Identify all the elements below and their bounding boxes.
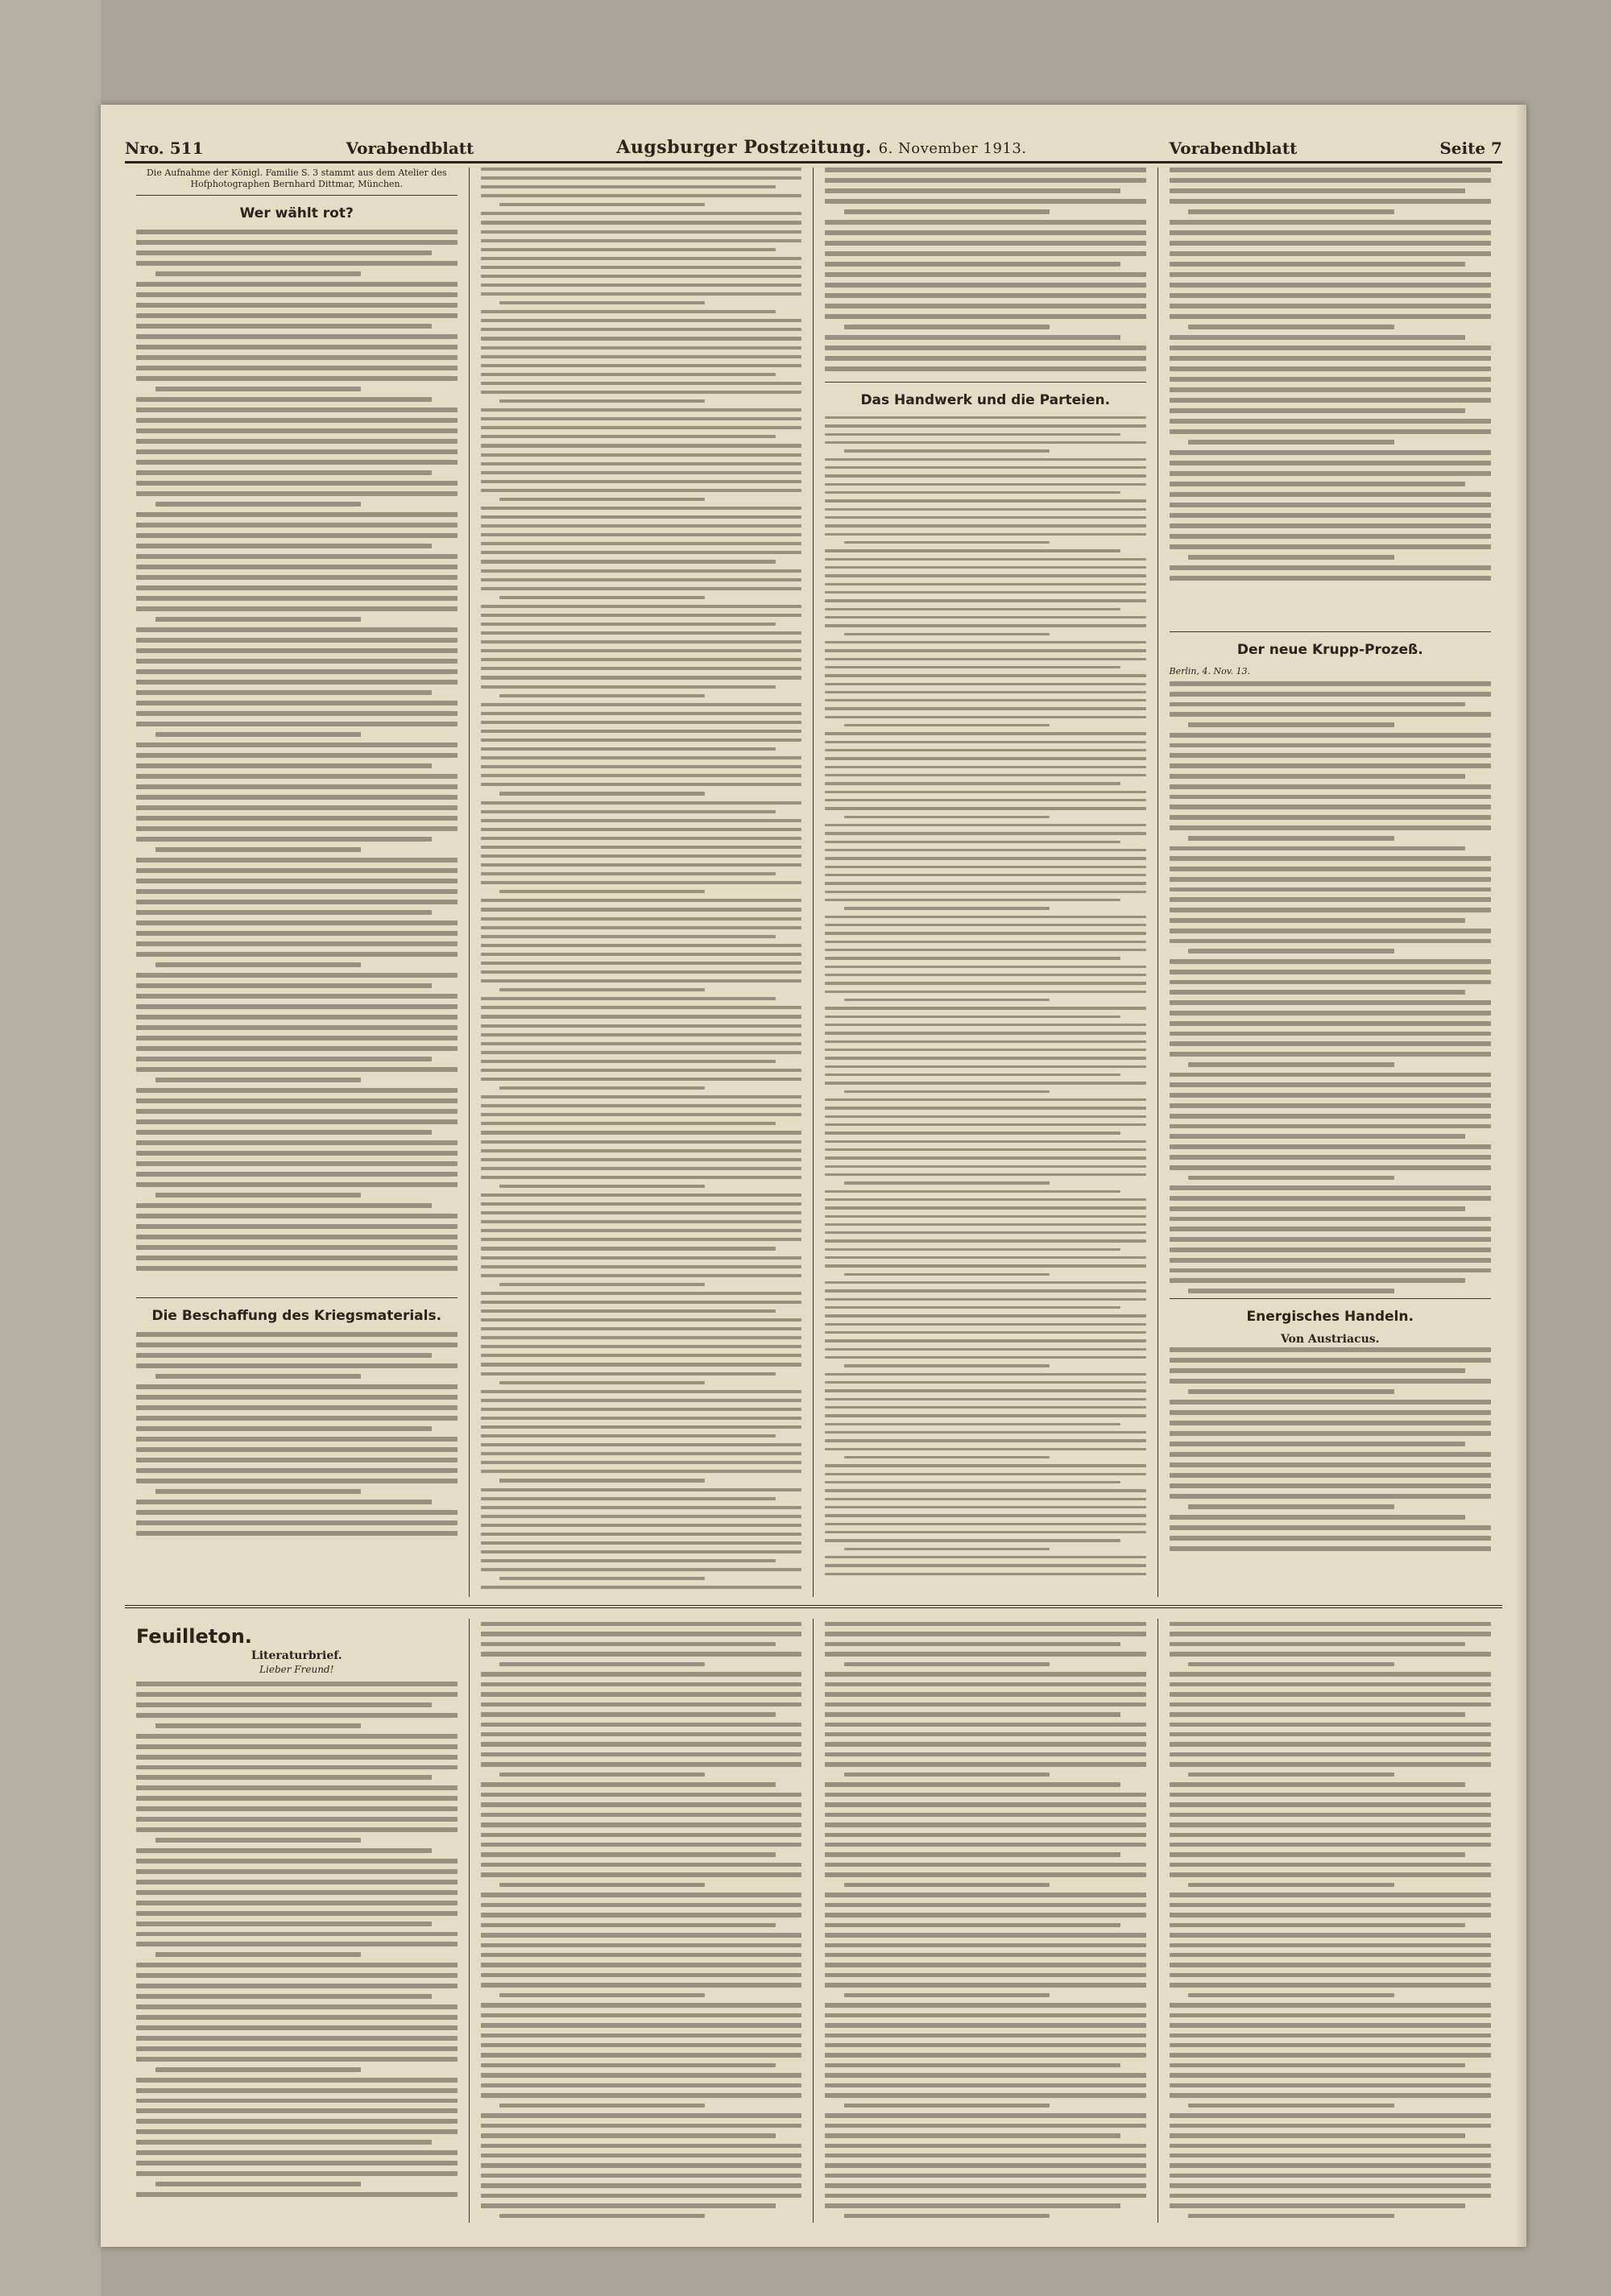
feuilleton-body-text xyxy=(136,1682,458,2197)
section-divider xyxy=(1170,1298,1492,1299)
feuilleton-column-3 xyxy=(814,1619,1158,2223)
feuilleton-body-text xyxy=(481,1622,802,2218)
column-1 xyxy=(125,168,470,1597)
edition-label-left: Vorabendblatt xyxy=(346,139,474,158)
headline-handwerk-parteien: Das Handwerk und die Parteien. xyxy=(860,392,1111,408)
feuilleton-body-text xyxy=(1170,1622,1492,2218)
paper-title xyxy=(616,137,1026,158)
article-body-text xyxy=(825,416,1146,1576)
article-body-text xyxy=(136,230,458,1293)
feuilleton-divider xyxy=(125,1605,1502,1608)
scan-margin xyxy=(0,0,101,2296)
issue-number: Nro. 511 xyxy=(125,139,204,158)
feuilleton-column-4 xyxy=(1158,1619,1503,2223)
feuilleton-column-2 xyxy=(470,1619,814,2223)
page-fold-shadow xyxy=(1515,105,1526,2247)
section-divider xyxy=(136,1297,458,1298)
headline-energisches-handeln: Energisches Handeln. xyxy=(1246,1309,1414,1325)
feuilleton-section xyxy=(125,1619,1502,2223)
section-divider xyxy=(1170,631,1492,632)
article-body-text xyxy=(1170,168,1492,627)
feuilleton-greeting: Lieber Freund! xyxy=(259,1664,334,1675)
column-4 xyxy=(1158,168,1503,1597)
photo-credit-note: Die Aufnahme der Königl. Familie S. 3 stammt aus dem Atelier des Hofphotographen Bernhard Dittmar, München. xyxy=(136,168,458,196)
section-divider xyxy=(825,382,1146,383)
article-body-text xyxy=(1170,681,1492,1293)
paper-name: Augsburger Postzeitung. xyxy=(616,137,872,158)
newspaper-page xyxy=(101,105,1526,2247)
headline-kriegsmaterial: Die Beschaffung des Kriegsmaterials. xyxy=(151,1308,442,1324)
page-number: Seite 7 xyxy=(1439,139,1502,158)
edition-label-right: Vorabendblatt xyxy=(1169,139,1298,158)
feuilleton-title: Feuilleton. xyxy=(136,1625,252,1648)
byline: Von Austriacus. xyxy=(1280,1333,1380,1346)
article-body-text xyxy=(481,168,802,1589)
article-columns xyxy=(125,168,1502,1597)
feuilleton-column-1 xyxy=(125,1619,470,2223)
column-2 xyxy=(470,168,814,1597)
issue-date: 6. November 1913. xyxy=(878,140,1027,157)
column-3 xyxy=(814,168,1158,1597)
article-body-text xyxy=(1170,1347,1492,1581)
feuilleton-body-text xyxy=(825,1622,1146,2218)
masthead xyxy=(125,129,1502,163)
dateline: Berlin, 4. Nov. 13. xyxy=(1169,666,1251,676)
article-body-text xyxy=(825,168,1146,377)
feuilleton-subtitle: Literaturbrief. xyxy=(251,1649,342,1662)
headline-krupp-prozess: Der neue Krupp-Prozeß. xyxy=(1236,642,1423,658)
headline-wer-waehlt-rot: Wer wählt rot? xyxy=(239,205,354,221)
article-body-text xyxy=(136,1332,458,1541)
